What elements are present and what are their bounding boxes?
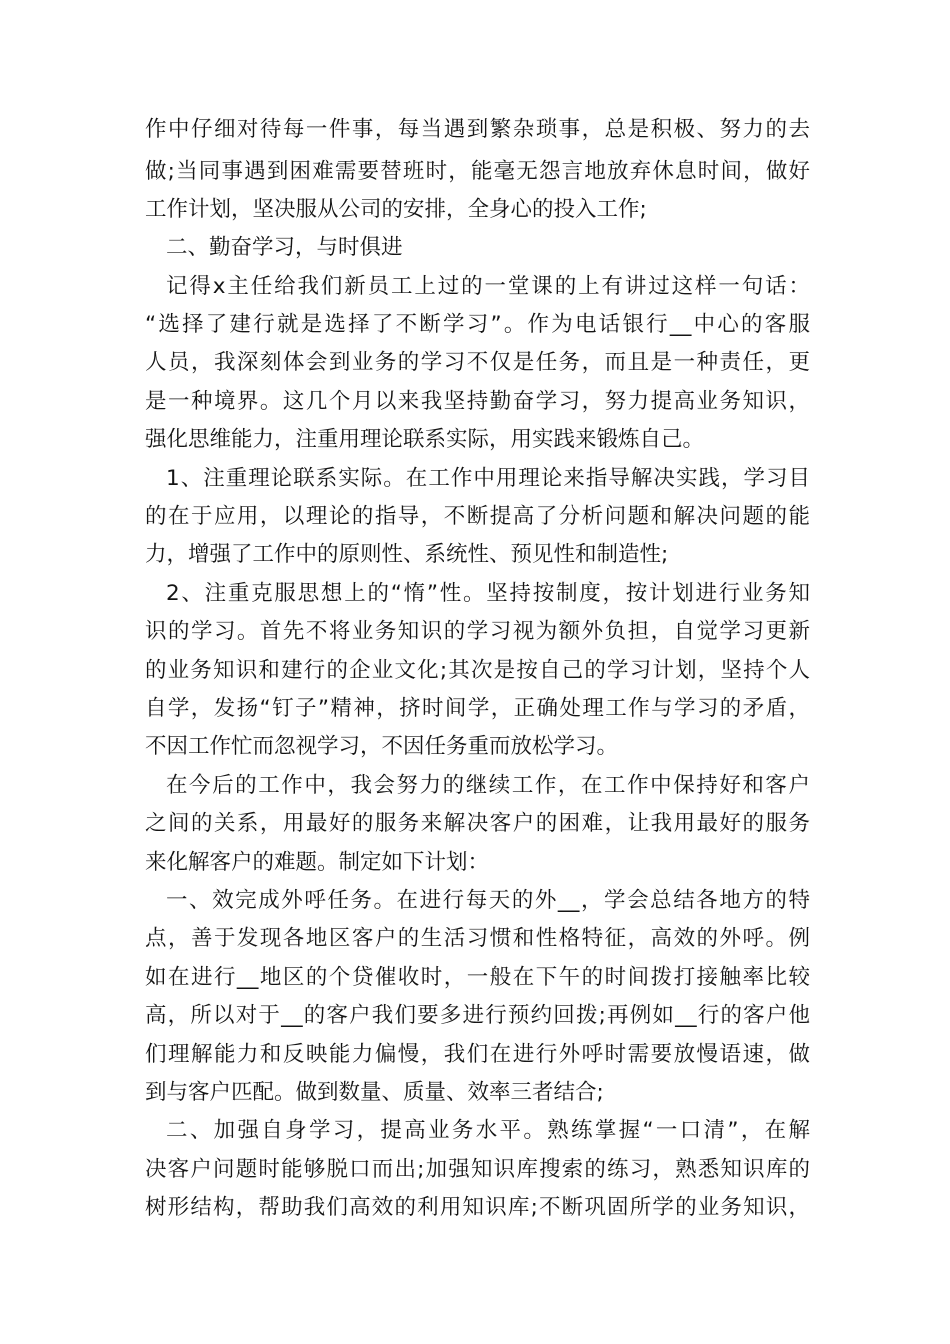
- text-line: 的在于应用，以理论的指导，不断提高了分析问题和解决问题的能: [145, 504, 810, 529]
- text-line: 不因工作忙而忽视学习，不因任务重而放松学习。: [145, 734, 619, 759]
- text-line: 到与客户匹配。做到数量、质量、效率三者结合;: [145, 1080, 604, 1105]
- text-line: 记得x主任给我们新员工上过的一堂课的上有讲过这样一句话：: [166, 274, 810, 299]
- text-line: 在今后的工作中，我会努力的继续工作，在工作中保持好和客户: [166, 773, 810, 798]
- text-line: 力，增强了工作中的原则性、系统性、预见性和制造性;: [145, 542, 669, 567]
- text-line: 人员，我深刻体会到业务的学习不仅是任务，而且是一种责任，更: [145, 350, 810, 375]
- text-line: 点，善于发现各地区客户的生活习惯和性格特征，高效的外呼。例: [145, 926, 810, 951]
- text-line: 如在进行__地区的个贷催收时，一般在下午的时间拨打接触率比较: [145, 965, 810, 990]
- text-line: 高，所以对于__的客户我们要多进行预约回拨;再例如__行的客户他: [145, 1003, 810, 1028]
- text-line: 识的学习。首先不将业务知识的学习视为额外负担，自觉学习更新: [145, 619, 810, 644]
- text-line: 二、加强自身学习，提高业务水平。熟练掌握“一口清”，在解: [166, 1118, 810, 1143]
- text-line: 之间的关系，用最好的服务来解决客户的困难，让我用最好的服务: [145, 811, 810, 836]
- text-line: 决客户问题时能够脱口而出;加强知识库搜索的练习，熟悉知识库的: [145, 1157, 810, 1182]
- text-line: 的业务知识和建行的企业文化;其次是按自己的学习计划，坚持个人: [145, 658, 810, 683]
- text-line: 强化思维能力，注重用理论联系实际，用实践来锻炼自己。: [145, 427, 705, 452]
- text-line: 作中仔细对待每一件事，每当遇到繁杂琐事，总是积极、努力的去: [145, 117, 810, 142]
- text-line: 2、注重克服思想上的“惰”性。坚持按制度，按计划进行业务知: [166, 581, 810, 606]
- text-line: 1、注重理论联系实际。在工作中用理论来指导解决实践，学习目: [166, 466, 810, 491]
- text-line: 工作计划，坚决服从公司的安排，全身心的投入工作;: [145, 197, 647, 222]
- text-line: 自学，发扬“钉子”精神，挤时间学，正确处理工作与学习的矛盾，: [145, 696, 810, 721]
- text-line: 来化解客户的难题。制定如下计划：: [145, 850, 490, 875]
- text-line: 们理解能力和反映能力偏慢，我们在进行外呼时需要放慢语速，做: [145, 1042, 810, 1067]
- text-line: 一、效完成外呼任务。在进行每天的外__，学会总结各地方的特: [166, 888, 810, 913]
- text-line: 树形结构，帮助我们高效的利用知识库;不断巩固所学的业务知识，: [145, 1195, 810, 1220]
- section-heading: 二、勤奋学习，与时俱进: [166, 235, 403, 260]
- text-line: “选择了建行就是选择了不断学习”。作为电话银行__中心的客服: [145, 312, 810, 337]
- text-line: 是一种境界。这几个月以来我坚持勤奋学习，努力提高业务知识，: [145, 389, 810, 414]
- text-line: 做;当同事遇到困难需要替班时，能毫无怨言地放弃休息时间，做好: [145, 159, 810, 184]
